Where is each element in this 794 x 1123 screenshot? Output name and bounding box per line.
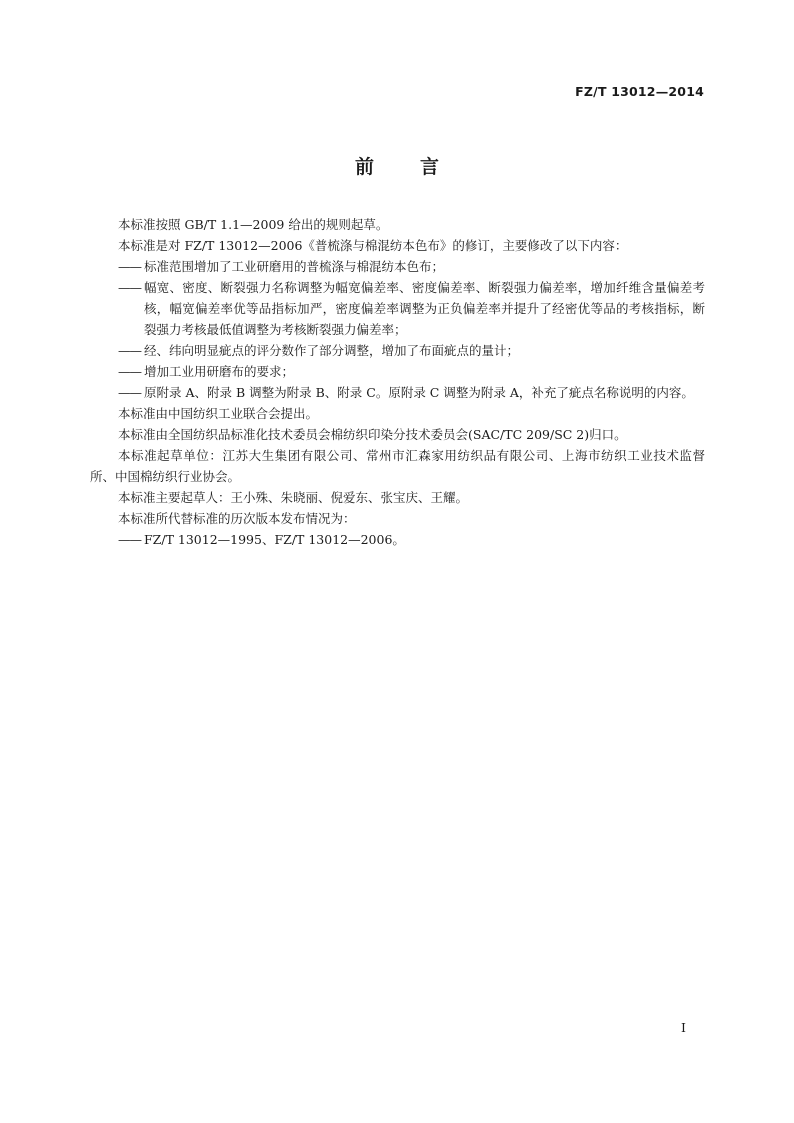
change-item-text: 原附录 A、附录 B 调整为附录 B、附录 C。原附录 C 调整为附录 A，补充了疵点名称说明的内容。: [144, 385, 694, 400]
paragraph-revision-intro: 本标准是对 FZ/T 13012—2006《普梳涤与棉混纺本色布》的修订，主要修改了以下内容：: [118, 238, 628, 253]
page-title: [0, 152, 794, 179]
dash-mark: ——: [118, 259, 141, 274]
history-item-text: FZ/T 13012—1995、FZ/T 13012—2006。: [144, 532, 405, 547]
change-item-text: 标准范围增加了工业研磨用的普梳涤与棉混纺本色布；: [144, 259, 445, 274]
paragraph-drafting-units: 本标准起草单位：江苏大生集团有限公司、常州市汇森家用纺织品有限公司、上海市纺织工业技术监督所、中国棉纺织行业协会。: [90, 448, 705, 484]
change-item: [90, 382, 705, 403]
document-code: FZ/T 13012—2014: [575, 84, 704, 99]
dash-mark: ——: [118, 532, 141, 547]
dash-mark: ——: [118, 364, 141, 379]
history-item: [90, 529, 705, 550]
page-number: I: [681, 1020, 686, 1035]
foreword-body: [90, 214, 705, 550]
dash-mark: ——: [118, 343, 141, 358]
page-title-char-2: 言: [420, 156, 440, 178]
paragraph-proposer: 本标准由中国纺织工业联合会提出。: [118, 406, 319, 421]
change-item: [90, 256, 705, 277]
change-item-text: 增加工业用研磨布的要求；: [144, 364, 295, 379]
change-item-text: 经、纬向明显疵点的评分数作了部分调整，增加了布面疵点的量计；: [144, 343, 520, 358]
paragraph-history-intro: 本标准所代替标准的历次版本发布情况为：: [118, 511, 356, 526]
change-item: [90, 340, 705, 361]
change-item-text: 幅宽、密度、断裂强力名称调整为幅宽偏差率、密度偏差率、断裂强力偏差率，增加纤维含量偏差考核，幅宽偏差率优等品指标加严，密度偏差率调整为正负偏差率并提升了经密优等品的考核指标，断裂强力考核最低值调整为考核断裂强力偏差率；: [144, 280, 705, 337]
paragraph-centralized-by: 本标准由全国纺织品标准化技术委员会棉纺织印染分技术委员会(SAC/TC 209/SC 2)归口。: [118, 427, 627, 442]
dash-mark: ——: [118, 280, 141, 295]
paragraph-main-drafters: 本标准主要起草人：王小殊、朱晓丽、倪爱东、张宝庆、王耀。: [118, 490, 469, 505]
change-item: [90, 277, 705, 340]
change-item: [90, 361, 705, 382]
page-title-char-1: 前: [354, 156, 374, 178]
dash-mark: ——: [118, 385, 141, 400]
paragraph-drafting-rules: 本标准按照 GB/T 1.1—2009 给出的规则起草。: [118, 217, 389, 232]
